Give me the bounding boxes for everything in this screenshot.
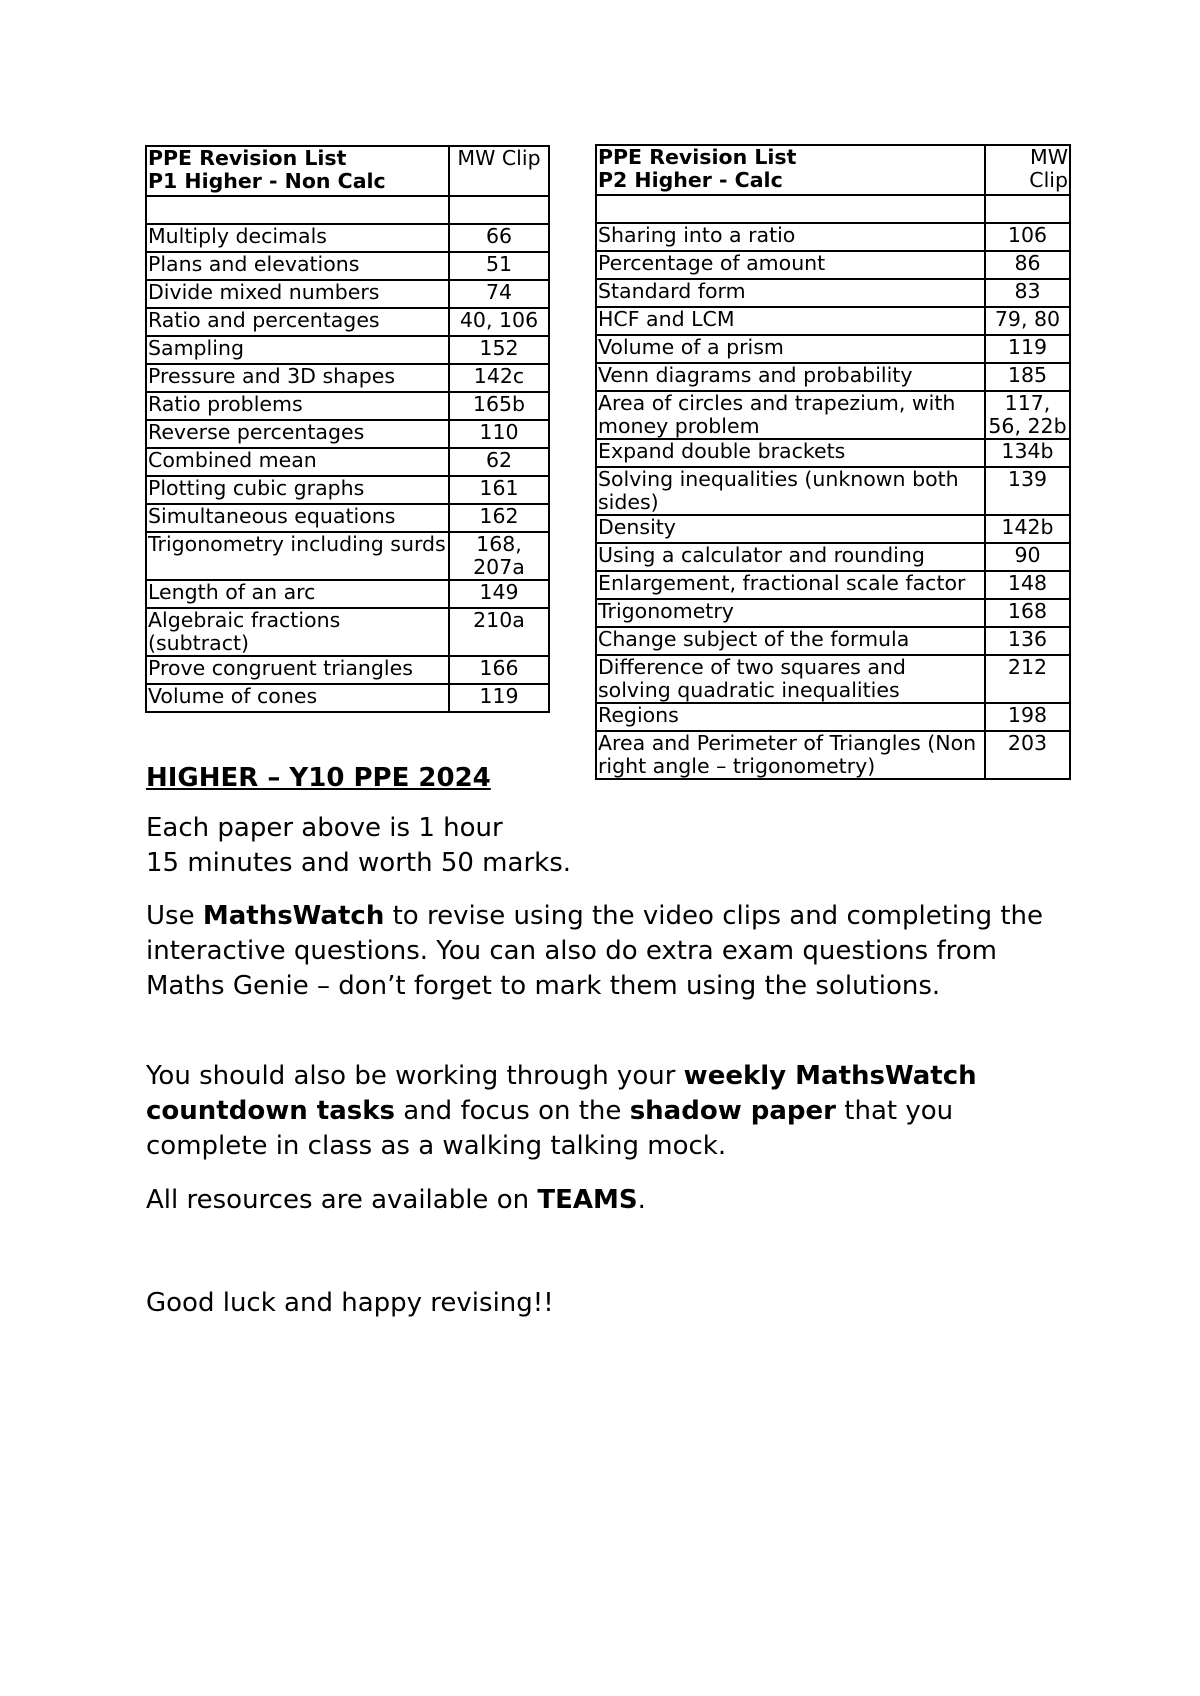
table-row (596, 627, 1070, 655)
clip-cell: 90 (985, 543, 1070, 571)
text-span: to revise using the video clips and completing the interactive questions. You can also do extra exam questions from Maths Genie – don’t forget to mark them using the solutions. (146, 901, 1044, 1001)
table-row (596, 307, 1070, 335)
shadow-paper-bold: shadow paper (629, 1096, 836, 1126)
revision-table-paper-2 (595, 144, 1071, 780)
clip-cell: 136 (985, 627, 1070, 655)
table-row (146, 336, 549, 364)
teams-bold: TEAMS (537, 1185, 638, 1215)
table-row (596, 655, 1070, 703)
clip-cell: 168 (985, 599, 1070, 627)
clip-cell: 152 (449, 336, 549, 364)
table-title-line-1: PPE Revision List (148, 146, 347, 170)
table-row (146, 504, 549, 532)
topic-cell: Sampling (146, 336, 449, 364)
table-row (146, 280, 549, 308)
clip-cell: 161 (449, 476, 549, 504)
clip-cell: 165b (449, 392, 549, 420)
paper-info-paragraph (146, 811, 1096, 881)
table-row (146, 308, 549, 336)
clip-column-header (985, 145, 1070, 195)
topic-cell: Venn diagrams and probability (596, 363, 985, 391)
topic-cell: Using a calculator and rounding (596, 543, 985, 571)
table-row (146, 656, 549, 684)
table-row (146, 224, 549, 252)
table-row (146, 532, 549, 580)
countdown-tasks-bold: weekly MathsWatch countdown tasks (146, 1061, 977, 1126)
topic-cell: Plans and elevations (146, 252, 449, 280)
topic-cell: Trigonometry including surds (146, 532, 449, 580)
table-title (146, 146, 449, 196)
topic-cell: Regions (596, 703, 985, 731)
page-heading: HIGHER – Y10 PPE 2024 (146, 763, 491, 793)
table-row (596, 363, 1070, 391)
topic-cell: Reverse percentages (146, 420, 449, 448)
table-row (596, 439, 1070, 467)
table-row (146, 364, 549, 392)
topic-cell: Density (596, 515, 985, 543)
topic-cell: Volume of a prism (596, 335, 985, 363)
clip-cell: 110 (449, 420, 549, 448)
table-row (146, 684, 549, 712)
topic-cell: Ratio and percentages (146, 308, 449, 336)
blank-cell (146, 196, 449, 224)
table-row (596, 279, 1070, 307)
table-row (596, 251, 1070, 279)
clip-cell: 198 (985, 703, 1070, 731)
table-row (596, 731, 1070, 779)
table-row (596, 391, 1070, 439)
mathswatch-paragraph (146, 899, 1066, 1004)
mathswatch-bold: MathsWatch (202, 901, 385, 931)
topic-cell: Combined mean (146, 448, 449, 476)
clip-cell: 134b (985, 439, 1070, 467)
resources-paragraph (146, 1183, 1096, 1218)
topic-cell: Sharing into a ratio (596, 223, 985, 251)
blank-cell (985, 195, 1070, 223)
table-row (596, 543, 1070, 571)
topic-cell: Percentage of amount (596, 251, 985, 279)
table-row (596, 335, 1070, 363)
topic-cell: Standard form (596, 279, 985, 307)
topic-cell: Simultaneous equations (146, 504, 449, 532)
clip-cell: 66 (449, 224, 549, 252)
table-title-line-2: P2 Higher - Calc (598, 168, 783, 192)
clip-cell: 86 (985, 251, 1070, 279)
topic-cell: Prove congruent triangles (146, 656, 449, 684)
topic-cell: Trigonometry (596, 599, 985, 627)
table-row (146, 580, 549, 608)
text-span: . (637, 1185, 646, 1215)
clip-cell: 40, 106 (449, 308, 549, 336)
clip-cell: 168, 207a (449, 532, 549, 580)
text-span: that you complete in class as a walking talking mock. (146, 1096, 954, 1161)
table-row (146, 448, 549, 476)
clip-cell: 142b (985, 515, 1070, 543)
clip-cell: 79, 80 (985, 307, 1070, 335)
clip-cell: 62 (449, 448, 549, 476)
table-row (146, 608, 549, 656)
table-row (596, 223, 1070, 251)
topic-cell: Plotting cubic graphs (146, 476, 449, 504)
revision-table-paper-1 (145, 145, 550, 713)
clip-cell: 83 (985, 279, 1070, 307)
paper-info-line-1: Each paper above is 1 hour (146, 813, 503, 843)
topic-cell: Length of an arc (146, 580, 449, 608)
table-title (596, 145, 985, 195)
table-row (596, 703, 1070, 731)
table-row (146, 476, 549, 504)
text-span: and focus on the (395, 1096, 630, 1126)
topic-cell: Divide mixed numbers (146, 280, 449, 308)
clip-header-label: MW Clip (457, 146, 541, 170)
clip-cell: 119 (985, 335, 1070, 363)
topic-cell: Enlargement, fractional scale factor (596, 571, 985, 599)
clip-cell: 210a (449, 608, 549, 656)
closing-line: Good luck and happy revising!! (146, 1288, 554, 1318)
text-span: You should also be working through your (146, 1061, 684, 1091)
clip-cell: 212 (985, 655, 1070, 703)
topic-cell: Algebraic fractions (subtract) (146, 608, 449, 656)
topic-cell: Expand double brackets (596, 439, 985, 467)
table-row (596, 571, 1070, 599)
table-title-line-2: P1 Higher - Non Calc (148, 169, 386, 193)
topic-cell: Difference of two squares and solving quadratic inequalities (596, 655, 985, 703)
clip-cell: 166 (449, 656, 549, 684)
text-span: Use (146, 901, 203, 931)
topic-cell: Area and Perimeter of Triangles (Non right angle – trigonometry) (596, 731, 985, 779)
clip-column-header (449, 146, 549, 196)
paper-info-line-2: 15 minutes and worth 50 marks. (146, 848, 572, 878)
table-row (146, 420, 549, 448)
table-row (596, 515, 1070, 543)
clip-cell: 149 (449, 580, 549, 608)
topic-cell: HCF and LCM (596, 307, 985, 335)
clip-cell: 106 (985, 223, 1070, 251)
clip-cell: 203 (985, 731, 1070, 779)
table-row (596, 467, 1070, 515)
clip-cell: 117, 56, 22b (985, 391, 1070, 439)
table-title-line-1: PPE Revision List (598, 145, 797, 169)
clip-cell: 185 (985, 363, 1070, 391)
clip-cell: 139 (985, 467, 1070, 515)
clip-cell: 142c (449, 364, 549, 392)
clip-cell: 148 (985, 571, 1070, 599)
topic-cell: Area of circles and trapezium, with money problem (596, 391, 985, 439)
table-row (146, 392, 549, 420)
blank-cell (449, 196, 549, 224)
table-row (146, 252, 549, 280)
topic-cell: Pressure and 3D shapes (146, 364, 449, 392)
clip-cell: 74 (449, 280, 549, 308)
text-span: All resources are available on (146, 1185, 538, 1215)
clip-cell: 162 (449, 504, 549, 532)
clip-header-label: MW Clip (1029, 145, 1068, 192)
topic-cell: Solving inequalities (unknown both sides) (596, 467, 985, 515)
table-row (596, 599, 1070, 627)
topic-cell: Change subject of the formula (596, 627, 985, 655)
topic-cell: Volume of cones (146, 684, 449, 712)
clip-cell: 51 (449, 252, 549, 280)
countdown-paragraph (146, 1059, 1076, 1164)
topic-cell: Ratio problems (146, 392, 449, 420)
blank-cell (596, 195, 985, 223)
topic-cell: Multiply decimals (146, 224, 449, 252)
clip-cell: 119 (449, 684, 549, 712)
